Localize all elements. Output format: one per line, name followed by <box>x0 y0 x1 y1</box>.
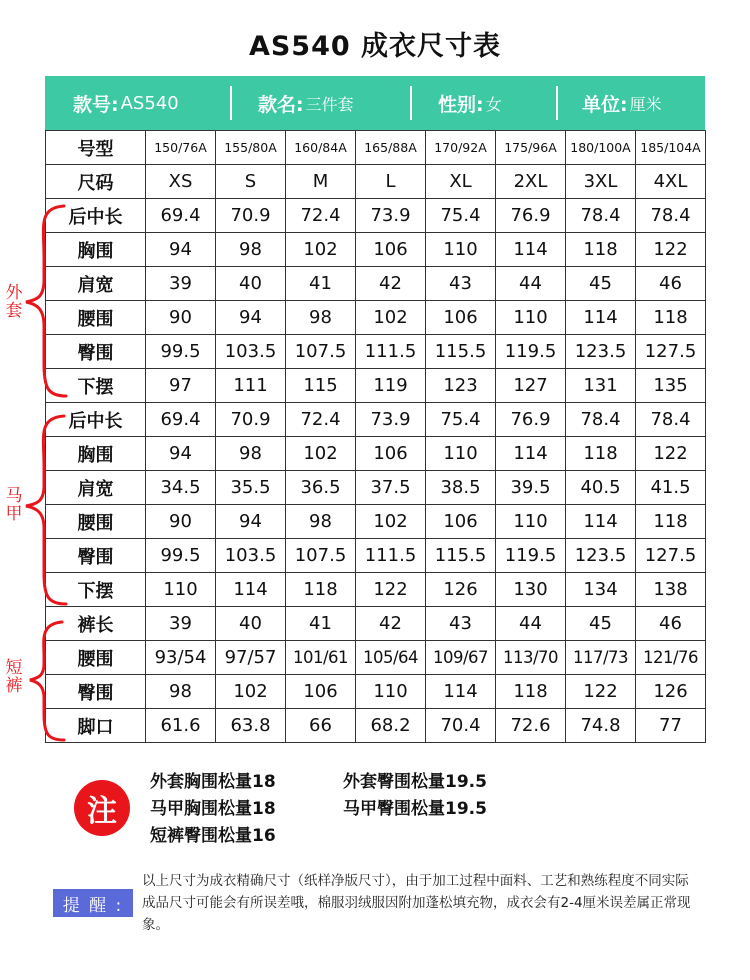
table-cell: 98 <box>216 233 286 267</box>
row-label: 裤长 <box>46 607 146 641</box>
table-cell: 90 <box>146 505 216 539</box>
row-label: 后中长 <box>46 403 146 437</box>
row-label: 腰围 <box>46 505 146 539</box>
table-cell: 180/100A <box>566 131 636 165</box>
table-cell: 110 <box>496 505 566 539</box>
table-cell: 72.4 <box>286 403 356 437</box>
table-cell: 102 <box>286 437 356 471</box>
table-cell: 37.5 <box>356 471 426 505</box>
row-label: 胸围 <box>46 437 146 471</box>
table-cell: 102 <box>216 675 286 709</box>
table-cell: 98 <box>146 675 216 709</box>
table-cell: 103.5 <box>216 539 286 573</box>
table-cell: 45 <box>566 607 636 641</box>
table-cell: 2XL <box>496 165 566 199</box>
table-cell: 114 <box>426 675 496 709</box>
row-label: 臀围 <box>46 539 146 573</box>
page-title: AS540 成衣尺寸表 <box>248 31 502 62</box>
table-cell: 45 <box>566 267 636 301</box>
table-cell: 114 <box>566 505 636 539</box>
table-cell: 160/84A <box>286 131 356 165</box>
group-label-jacket: 外套 <box>5 283 23 321</box>
table-cell: 39 <box>146 607 216 641</box>
table-cell: 115.5 <box>426 539 496 573</box>
table-cell: 115.5 <box>426 335 496 369</box>
table-cell: 130 <box>496 573 566 607</box>
table-cell: 106 <box>426 301 496 335</box>
table-cell: 123.5 <box>566 539 636 573</box>
table-cell: 101/61 <box>286 641 356 675</box>
group-label-shorts: 短裤 <box>5 658 23 696</box>
note-item: 外套臀围松量19.5 <box>343 772 487 792</box>
table-cell: 97/57 <box>216 641 286 675</box>
table-cell: 155/80A <box>216 131 286 165</box>
table-cell: 110 <box>426 437 496 471</box>
table-cell: 38.5 <box>426 471 496 505</box>
table-cell: 66 <box>286 709 356 743</box>
note-item: 短裤臀围松量16 <box>150 826 276 846</box>
note-item: 外套胸围松量18 <box>150 772 276 792</box>
row-label: 腰围 <box>46 641 146 675</box>
table-cell: 110 <box>146 573 216 607</box>
table-cell: 99.5 <box>146 539 216 573</box>
note-item: 马甲胸围松量18 <box>150 799 276 819</box>
table-cell: 127.5 <box>636 335 706 369</box>
model-value: AS540 <box>120 92 179 114</box>
table-cell: 41 <box>286 267 356 301</box>
table-cell: 150/76A <box>146 131 216 165</box>
table-cell: 39 <box>146 267 216 301</box>
table-cell: 103.5 <box>216 335 286 369</box>
table-cell: 73.9 <box>356 199 426 233</box>
table-cell: 39.5 <box>496 471 566 505</box>
table-cell: 123 <box>426 369 496 403</box>
table-cell: 76.9 <box>496 403 566 437</box>
table-cell: 98 <box>286 301 356 335</box>
jacket-group-brace <box>26 206 66 396</box>
table-cell: 165/88A <box>356 131 426 165</box>
table-cell: 106 <box>356 233 426 267</box>
table-cell: 99.5 <box>146 335 216 369</box>
name-value: 三件套 <box>305 94 354 114</box>
table-cell: 61.6 <box>146 709 216 743</box>
table-cell: 111.5 <box>356 335 426 369</box>
row-label: 后中长 <box>46 199 146 233</box>
table-cell: 41.5 <box>636 471 706 505</box>
table-cell: 114 <box>496 437 566 471</box>
table-cell: 123.5 <box>566 335 636 369</box>
table-cell: 72.6 <box>496 709 566 743</box>
table-cell: 94 <box>216 505 286 539</box>
table-cell: 135 <box>636 369 706 403</box>
table-cell: 106 <box>356 437 426 471</box>
table-cell: 42 <box>356 267 426 301</box>
table-cell: 114 <box>566 301 636 335</box>
row-label: 尺码 <box>46 165 146 199</box>
unit-value: 厘米 <box>629 94 662 114</box>
table-cell: 69.4 <box>146 403 216 437</box>
table-cell: 44 <box>496 267 566 301</box>
table-cell: 118 <box>566 233 636 267</box>
name-key: 款名: <box>258 93 304 116</box>
row-label: 下摆 <box>46 573 146 607</box>
table-cell: 3XL <box>566 165 636 199</box>
table-cell: 97 <box>146 369 216 403</box>
table-cell: 102 <box>356 505 426 539</box>
table-cell: 185/104A <box>636 131 706 165</box>
table-cell: 126 <box>426 573 496 607</box>
vest-group-brace <box>26 416 66 604</box>
table-cell: 118 <box>496 675 566 709</box>
table-cell: 4XL <box>636 165 706 199</box>
table-cell: 102 <box>286 233 356 267</box>
table-cell: 42 <box>356 607 426 641</box>
row-label: 臀围 <box>46 675 146 709</box>
table-cell: 119 <box>356 369 426 403</box>
table-cell: 110 <box>356 675 426 709</box>
table-cell: 106 <box>286 675 356 709</box>
table-cell: 43 <box>426 267 496 301</box>
table-cell: 34.5 <box>146 471 216 505</box>
table-cell: 78.4 <box>636 403 706 437</box>
table-cell: 118 <box>636 301 706 335</box>
row-label: 臀围 <box>46 335 146 369</box>
table-cell: 40.5 <box>566 471 636 505</box>
note-item: 马甲臀围松量19.5 <box>343 799 487 819</box>
table-cell: 113/70 <box>496 641 566 675</box>
table-cell: 98 <box>216 437 286 471</box>
shorts-group-brace <box>30 622 64 740</box>
table-cell: 118 <box>636 505 706 539</box>
table-cell: 111 <box>216 369 286 403</box>
table-cell: 78.4 <box>636 199 706 233</box>
table-cell: 105/64 <box>356 641 426 675</box>
table-cell: 75.4 <box>426 199 496 233</box>
table-cell: 78.4 <box>566 403 636 437</box>
table-cell: 94 <box>146 233 216 267</box>
row-label: 号型 <box>46 131 146 165</box>
row-label: 肩宽 <box>46 471 146 505</box>
table-cell: 127 <box>496 369 566 403</box>
table-cell: 44 <box>496 607 566 641</box>
reminder-tag: 提 醒 : <box>53 889 133 917</box>
table-cell: 40 <box>216 607 286 641</box>
table-cell: L <box>356 165 426 199</box>
table-cell: 46 <box>636 267 706 301</box>
table-cell: 70.4 <box>426 709 496 743</box>
table-cell: 117/73 <box>566 641 636 675</box>
table-cell: 46 <box>636 607 706 641</box>
gender-key: 性别: <box>438 93 484 116</box>
table-cell: 93/54 <box>146 641 216 675</box>
group-label-vest: 马甲 <box>5 486 23 524</box>
row-label: 肩宽 <box>46 267 146 301</box>
table-cell: 76.9 <box>496 199 566 233</box>
table-cell: 107.5 <box>286 335 356 369</box>
table-cell: 122 <box>636 437 706 471</box>
table-cell: 102 <box>356 301 426 335</box>
model-key: 款号: <box>73 93 119 116</box>
table-cell: 122 <box>566 675 636 709</box>
table-cell: 106 <box>426 505 496 539</box>
table-cell: 90 <box>146 301 216 335</box>
table-cell: 40 <box>216 267 286 301</box>
row-label: 脚口 <box>46 709 146 743</box>
table-cell: 69.4 <box>146 199 216 233</box>
unit-key: 单位: <box>582 93 628 116</box>
table-cell: 115 <box>286 369 356 403</box>
reminder-text: 以上尺寸为成衣精确尺寸（纸样净版尺寸），由于加工过程中面料、工艺和熟练程度不同实际成品尺寸可能会有所误差哦，棉服羽绒服因附加蓬松填充物，成衣会有2-4厘米误差属正常现象。 <box>142 873 691 933</box>
note-badge: 注 <box>74 780 130 836</box>
table-cell: 118 <box>286 573 356 607</box>
table-cell: 77 <box>636 709 706 743</box>
table-cell: 175/96A <box>496 131 566 165</box>
table-cell: XS <box>146 165 216 199</box>
table-cell: 74.8 <box>566 709 636 743</box>
table-cell: 170/92A <box>426 131 496 165</box>
table-cell: M <box>286 165 356 199</box>
table-cell: 111.5 <box>356 539 426 573</box>
table-cell: 78.4 <box>566 199 636 233</box>
table-cell: 127.5 <box>636 539 706 573</box>
table-cell: 72.4 <box>286 199 356 233</box>
row-label: 胸围 <box>46 233 146 267</box>
table-cell: 41 <box>286 607 356 641</box>
table-cell: 110 <box>496 301 566 335</box>
table-cell: 119.5 <box>496 539 566 573</box>
table-cell: 94 <box>146 437 216 471</box>
table-cell: 131 <box>566 369 636 403</box>
table-cell: 138 <box>636 573 706 607</box>
table-cell: 35.5 <box>216 471 286 505</box>
table-cell: 118 <box>566 437 636 471</box>
table-cell: 121/76 <box>636 641 706 675</box>
table-cell: 114 <box>496 233 566 267</box>
table-cell: 73.9 <box>356 403 426 437</box>
table-cell: XL <box>426 165 496 199</box>
table-cell: 122 <box>636 233 706 267</box>
table-cell: 109/67 <box>426 641 496 675</box>
table-cell: 114 <box>216 573 286 607</box>
row-label: 下摆 <box>46 369 146 403</box>
row-label: 腰围 <box>46 301 146 335</box>
table-cell: 98 <box>286 505 356 539</box>
table-cell: 122 <box>356 573 426 607</box>
table-cell: 36.5 <box>286 471 356 505</box>
table-cell: 70.9 <box>216 199 286 233</box>
table-cell: 63.8 <box>216 709 286 743</box>
table-cell: 43 <box>426 607 496 641</box>
table-cell: S <box>216 165 286 199</box>
gender-value: 女 <box>485 94 502 114</box>
table-cell: 119.5 <box>496 335 566 369</box>
table-cell: 68.2 <box>356 709 426 743</box>
table-cell: 134 <box>566 573 636 607</box>
table-cell: 94 <box>216 301 286 335</box>
table-cell: 107.5 <box>286 539 356 573</box>
table-cell: 110 <box>426 233 496 267</box>
table-cell: 126 <box>636 675 706 709</box>
table-cell: 70.9 <box>216 403 286 437</box>
table-cell: 75.4 <box>426 403 496 437</box>
